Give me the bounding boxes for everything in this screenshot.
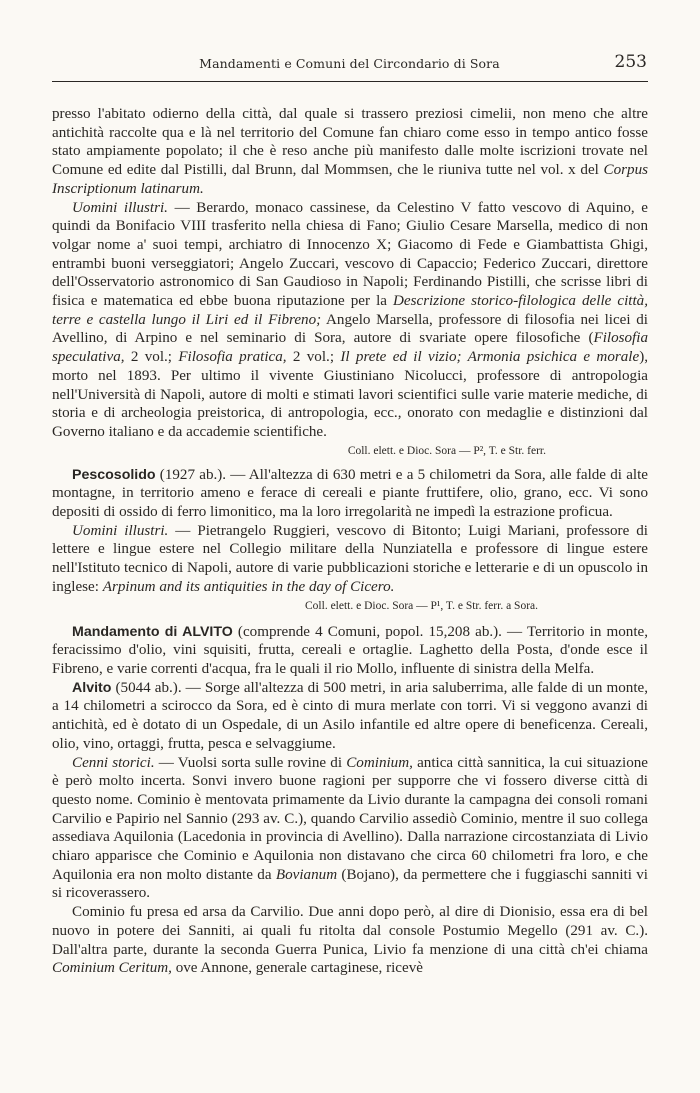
source-note-pescosolido: Coll. elett. e Dioc. Sora — P¹, T. e Str. ferr. a Sora.: [305, 599, 538, 612]
paragraph-alvito: Alvito (5044 ab.). — Sorge all'altezza di 500 metri, in aria saluberrima, alle falde di un monte, a 14 chilometri a scirocco da Sora, ed è cinto di mura merlate con torri. Vi si veggono avanzi di antichità, ed è dotato di un Ospedale, di un Asilo infantile ed altre opere di beneficenza. Cereali, olio, vino, ortaggi, frutta, pesca e selvaggiume.: [52, 679, 648, 752]
page-header: [52, 52, 647, 76]
paragraph-cominio: Cominio fu presa ed arsa da Carvilio. Due anni dopo però, al dire di Dionisio, essa era di bel nuovo in potere dei Sanniti, ai quali fu ritolta dal console Postumio Megello (291 av. C.). Dall'altra parte, durante la seconda Guerra Punica, Livio fa menzione di una città ch'ei chiama Cominium Ceritum, ove Annone, generale cartaginese, ricevè: [52, 904, 648, 977]
paragraph-arpino-antiquities: presso l'abitato odierno della città, dal quale si trassero preziosi cimelii, non meno che altre antichità raccolte qua e là nel territorio del Comune fan chiaro come esso in tempo antico fosse stato ampiamente popolato; il che è reso anche più manifesto dalle molte iscrizioni trovate nel Comune ed edite dal Pistilli, dal Brunn, dal Mommsen, che le riuniva tutte nel vol. x del Corpus Inscriptionum latinarum.: [52, 106, 648, 197]
paragraph-cenni-storici: Cenni storici. — Vuolsi sorta sulle rovine di Cominium, antica città sannitica, la cui situazione è però molto incerta. Sonvi invero buone ragioni per supporre che vi fossero diverse città di questo nome. Cominio è mentovata primamente da Livio durante la campagna dei consoli romani Carvilio e Papirio nel Sannio (293 av. C.), quando Carvilio assediò Cominio, mentre il suo collega assediava Aquilonia (Lacedonia in provincia di Avellino). Dalla narrazione circostanziata di Livio chiaro apparisce che Cominio e Aquilonia non distavano che circa 60 chilometri fra loro, e che Aquilonia era non molto distante da Bovianum (Bojano), da permettere che i fuggiaschi sanniti vi si ricoverassero.: [52, 754, 648, 902]
paragraph-pescosolido: Pescosolido (1927 ab.). — All'altezza di 630 metri e a 5 chilometri da Sora, alle falde di alte montagne, in territorio ameno e ferace di cereali e piante fruttifere, olio, grano, ecc. Vi sono depositi di ossido di ferro limonitico, ma la loro irregolarità ne impedì la estrazione proficua.: [52, 466, 648, 521]
page-number: 253: [614, 52, 647, 72]
body-text: [52, 105, 648, 978]
running-title: Mandamenti e Comuni del Circondario di Sora: [199, 56, 500, 71]
header-rule: [52, 81, 648, 82]
paragraph-arpino-notables: Uomini illustri. — Berardo, monaco cassinese, da Celestino V fatto vescovo di Aquino, e quindi da Bonifacio VIII trasferito nella chiesa di Fano; Giulio Cesare Marsella, medico di non volgar nome a' suoi tempi, archiatro di Innocenzo X; Giacomo di Fede e Giambattista Ghigi, entrambi buoni verseggiatori; Angelo Zuccari, vescovo di Capaccio; Federico Zuccari, direttore dell'Osservatorio astronomico di San Gaudioso in Napoli; Ferdinando Pistilli, che scrisse libri di fisica e matematica ed ebbe buona riputazione per la Descrizione storico-filologica delle città, terre e castella lungo il Liri ed il Fibreno; Angelo Marsella, professore di filosofia nei licei di Avellino, di Arpino e nel seminario di Sora, autore di svariate opere filosofiche (Filosofia speculativa, 2 vol.; Filosofia pratica, 2 vol.; Il prete ed il vizio; Armonia psichica e morale), morto nel 1893. Per ultimo il vivente Giustiniano Nicolucci, professore di antropologia nell'Università di Napoli, autore di molti e stimati lavori scientifici sulle varie materie mediche, di storia e di archeologia preistorica, di antropologia, ecc., onorato con medaglie e distinzioni dal Governo italiano e da accademie scientifiche.: [52, 199, 649, 440]
paragraph-mandamento-alvito: Mandamento di ALVITO (comprende 4 Comuni, popol. 15,208 ab.). — Territorio in monte, feracissimo d'olio, vini squisiti, frutta, cereali e ortaglie. Laghetto della Posta, d'onde esce il Fibreno, e varie correnti d'acqua, fra le quali il rio Mollo, influente di sinistra della Melfa.: [52, 623, 649, 677]
paragraph-pescosolido-notables: Uomini illustri. — Pietrangelo Ruggieri, vescovo di Bitonto; Luigi Mariani, professore di lettere e lingue estere nel Collegio militare della Nunziatella e professore di lingue estere nell'Istituto tecnico di Napoli, autore di varie pubblicazioni storiche e letterarie e di un opuscolo in inglese: Arpinum and its antiquities in the day of Cicero.: [52, 522, 648, 595]
source-note-arpino: Coll. elett. e Dioc. Sora — P², T. e Str. ferr.: [347, 444, 546, 457]
